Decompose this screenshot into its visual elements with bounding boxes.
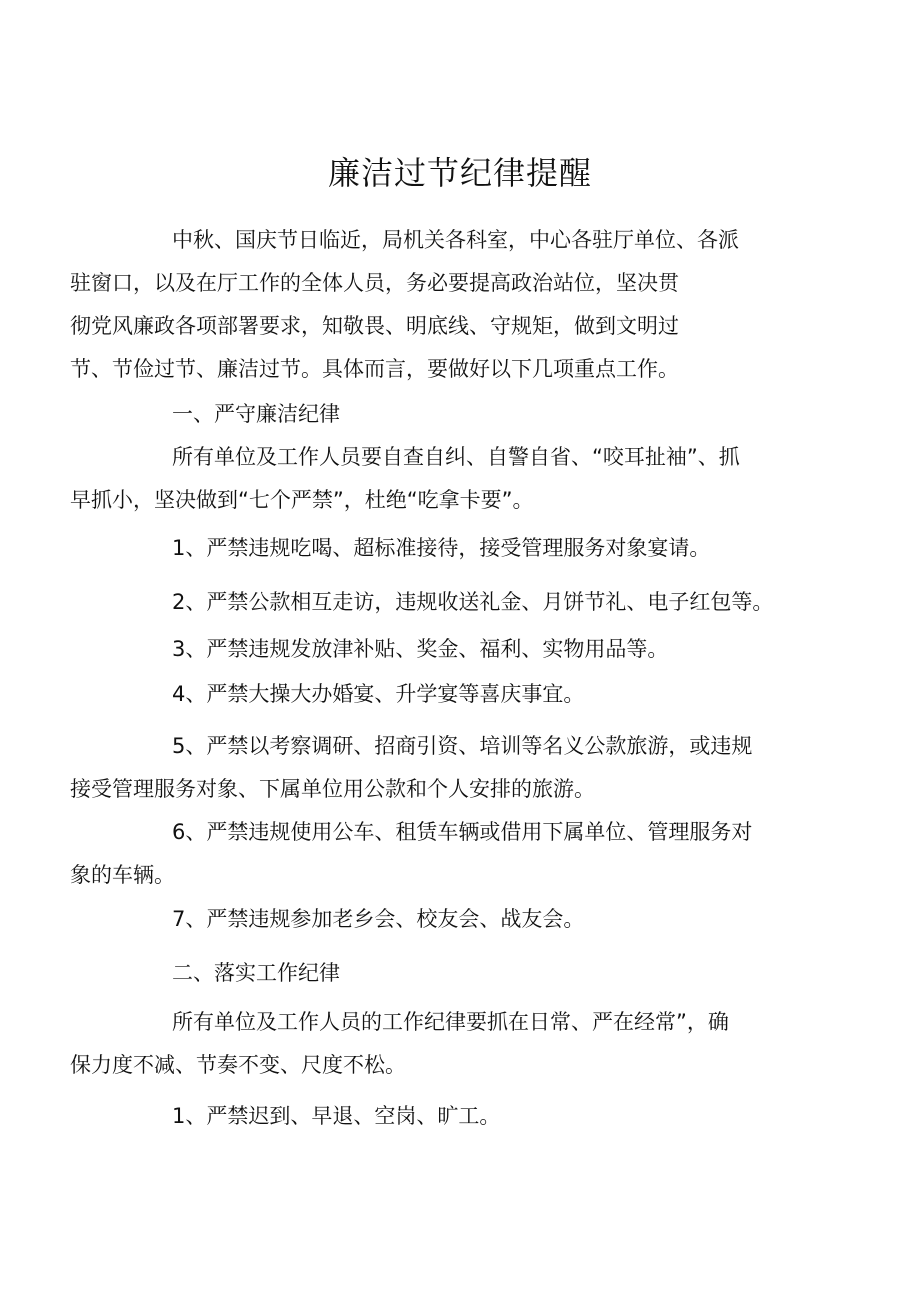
rule-text: 象的车辆。 — [70, 863, 175, 887]
summary-line: 保力度不减、节奏不变、尺度不松。 — [70, 1053, 406, 1077]
section-heading-work — [121, 952, 811, 995]
rule-item-6 — [70, 811, 811, 897]
intro-paragraph — [70, 219, 811, 391]
section-heading-discipline — [121, 393, 811, 436]
intro-line: 彻党风廉政各项部署要求，知敬畏、明底线、守规矩，做到文明过 — [70, 314, 679, 338]
rule-text: 1、严禁迟到、早退、空岗、旷工。 — [172, 1104, 501, 1128]
section1-summary — [70, 436, 811, 522]
rule-text: 7、严禁违规参加老乡会、校友会、战友会。 — [172, 907, 585, 931]
section-heading-text: 二、落实工作纪律 — [172, 961, 340, 985]
section-heading-text: 一、严守廉洁纪律 — [172, 402, 340, 426]
rule-text: 1、严禁违规吃喝、超标准接待，接受管理服务对象宴请。 — [172, 536, 711, 560]
intro-line: 中秋、国庆节日临近，局机关各科室，中心各驻厅单位、各派 — [172, 228, 739, 252]
rule-text: 6、严禁违规使用公车、租赁车辆或借用下属单位、管理服务对 — [172, 820, 753, 844]
section2-summary — [70, 1001, 811, 1087]
rule-item-5 — [70, 725, 811, 811]
rule-item-3 — [121, 628, 811, 671]
page-title: 廉洁过节纪律提醒 — [327, 154, 592, 193]
rule-text: 5、严禁以考察调研、招商引资、培训等名义公款旅游，或违规 — [172, 734, 753, 758]
rule-text: 3、严禁违规发放津补贴、奖金、福利、实物用品等。 — [172, 637, 669, 661]
rule-item-7 — [121, 898, 811, 941]
rule-text: 2、严禁公款相互走访，违规收送礼金、月饼节礼、电子红包等。 — [172, 590, 774, 614]
summary-line: 所有单位及工作人员要自查自纠、自警自省、“咬耳扯袖”、抓 — [172, 445, 740, 469]
rule-text: 接受管理服务对象、下属单位用公款和个人安排的旅游。 — [70, 777, 595, 801]
summary-line: 所有单位及工作人员的工作纪律要抓在日常、严在经常”，确 — [172, 1010, 729, 1034]
summary-line: 早抓小，坚决做到“七个严禁”，杜绝“吃拿卡要”。 — [70, 488, 534, 512]
rule-item-1 — [121, 527, 811, 570]
intro-line: 驻窗口，以及在厅工作的全体人员，务必要提高政治站位，坚决贯 — [70, 271, 679, 295]
rule-item-4 — [121, 673, 811, 716]
rule-item-2 — [121, 581, 811, 624]
work-rule-item-1 — [121, 1095, 811, 1138]
rule-text: 4、严禁大操大办婚宴、升学宴等喜庆事宜。 — [172, 682, 585, 706]
intro-line: 节、节俭过节、廉洁过节。具体而言，要做好以下几项重点工作。 — [70, 357, 679, 381]
